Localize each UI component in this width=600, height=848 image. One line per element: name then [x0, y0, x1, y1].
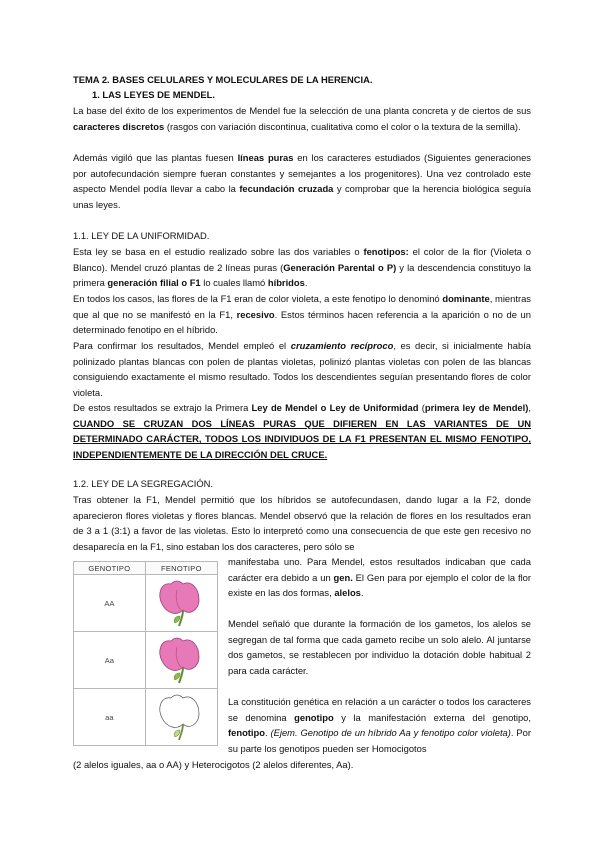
- doc-subtitle: 1. LAS LEYES DE MENDEL.: [92, 89, 215, 100]
- uniformidad-paragraph-3: Para confirmar los resultados, Mendel empleó el cruzamiento recíproco, es decir, si inicialmente había polinizado plantas blancas con polen de plantas violetas, polinizó plantas violetas con polen de las blancas consiguiendo exactamente el mismo resultado. Todos los descendientes seguían presentando flores de color violeta.: [73, 340, 531, 398]
- intro-paragraph-2: Además vigiló que las plantas fuesen líneas puras en los caracteres estudiados (Siguientes generaciones por autofecundación siempre fueran constantes y semejantes a los progenitores). Una vez controlado este aspecto Mendel podía llevar a cabo la fecundación cruzada y comprobar que la herencia biológica seguía unas leyes.: [73, 152, 531, 210]
- phenotype-cell: [145, 632, 217, 689]
- segregacion-paragraph-1: Tras obtener la F1, Mendel permitió que los híbridos se autofecundasen, dando lugar a la F2, donde aparecieron flores violetas y flores blancas. Mendel observó que la relación de flores en los resultados eran de 3 a 1 (3:1) a favor de las violetas. Esto lo interpretó como una consecuencia de que este gen recesivo no desaparecía en la F1, sino estaban los dos caracteres, pero sólo se: [73, 494, 531, 552]
- table-row: [74, 689, 218, 746]
- section-heading-uniformidad: 1.1. LEY DE LA UNIFORMIDAD.: [73, 230, 210, 241]
- first-law-statement: CUANDO SE CRUZAN DOS LÍNEAS PURAS QUE DIFIEREN EN LAS VARIANTES DE UN DETERMINADO CARÁCTER, TODOS LOS INDIVIDUOS DE LA F1 PRESENTAN EL MISMO FENOTIPO, INDEPENDIENTEMENTE DE LA DIRECCIÓN DEL CRUCE.: [73, 417, 531, 460]
- segregacion-paragraph-5: (2 alelos iguales, aa o AA) y Heterocigotos (2 alelos diferentes, Aa).: [73, 759, 354, 770]
- segregacion-paragraph-2: manifestaba uno. Para Mendel, estos resultados indicaban que cada carácter era debido a un gen. El Gen para por ejemplo el color de la flor existe en las dos formas, alelos.: [228, 556, 531, 599]
- phenotype-cell: [145, 575, 217, 632]
- violet-flower-icon: [153, 576, 209, 628]
- intro-paragraph-1: La base del éxito de los experimentos de Mendel fue la selección de una planta concreta y de ciertos de sus caracteres discretos (rasgos con variación discontinua, cualitativa como el color o la textura de la semilla).: [73, 105, 531, 132]
- white-flower-icon: [153, 690, 209, 742]
- table-header-genotipo: GENOTIPO: [74, 562, 146, 575]
- uniformidad-paragraph-1: Esta ley se basa en el estudio realizado sobre las dos variables o fenotipos: el color de la flor (Violeta o Blanco). Mendel cruzó plantas de 2 líneas puras (Generación Parental o P) y la descendencia constituyo la primera generación filial o F1 lo cuales llamó híbridos.: [73, 246, 531, 289]
- genotype-cell: Aa: [74, 632, 146, 689]
- section-heading-segregacion: 1.2. LEY DE LA SEGREGACIÓN.: [73, 478, 213, 489]
- doc-title: TEMA 2. BASES CELULARES Y MOLECULARES DE LA HERENCIA.: [73, 74, 373, 85]
- segregacion-paragraph-3: Mendel señaló que durante la formación de los gametos, los alelos se segregan de tal forma que cada gameto recibe un solo alelo. Al juntarse dos gametos, se restablecen por individuo la dotación doble habitual 2 para cada carácter.: [228, 618, 531, 676]
- table-row: [74, 575, 218, 632]
- violet-flower-icon: [153, 633, 209, 685]
- segregacion-paragraph-4: La constitución genética en relación a un carácter o todos los caracteres se denomina genotipo y la manifestación externa del genotipo, fenotipo. (Ejem. Genotipo de un híbrido Aa y fenotipo color violeta). Por su parte los genotipos pueden ser Homocigotos: [228, 696, 531, 754]
- genotype-cell: aa: [74, 689, 146, 746]
- phenotype-cell: [145, 689, 217, 746]
- table-header-fenotipo: FENOTIPO: [145, 562, 217, 575]
- uniformidad-paragraph-2: En todos los casos, las flores de la F1 eran de color violeta, a este fenotipo lo denominó dominante, mientras que al que no se manifestó en la F1, recesivo. Estos términos hacen referencia a la aparición o no de un determinado fenotipo en el híbrido.: [73, 293, 531, 336]
- table-row: [74, 632, 218, 689]
- uniformidad-paragraph-4: De estos resultados se extrajo la Primera Ley de Mendel o Ley de Uniformidad (primera ley de Mendel), CUANDO SE CRUZAN DOS LÍNEAS PURAS QUE DIFIEREN EN LAS VARIANTES DE UN DETERMINADO CARÁCTER, TODOS LOS INDIVIDUOS DE LA F1 PRESENTAN EL MISMO FENOTIPO, INDEPENDIENTEMENTE DE LA DIRECCIÓN DEL CRUCE.: [73, 402, 531, 460]
- genotype-cell: AA: [74, 575, 146, 632]
- genotype-phenotype-table: [73, 561, 218, 746]
